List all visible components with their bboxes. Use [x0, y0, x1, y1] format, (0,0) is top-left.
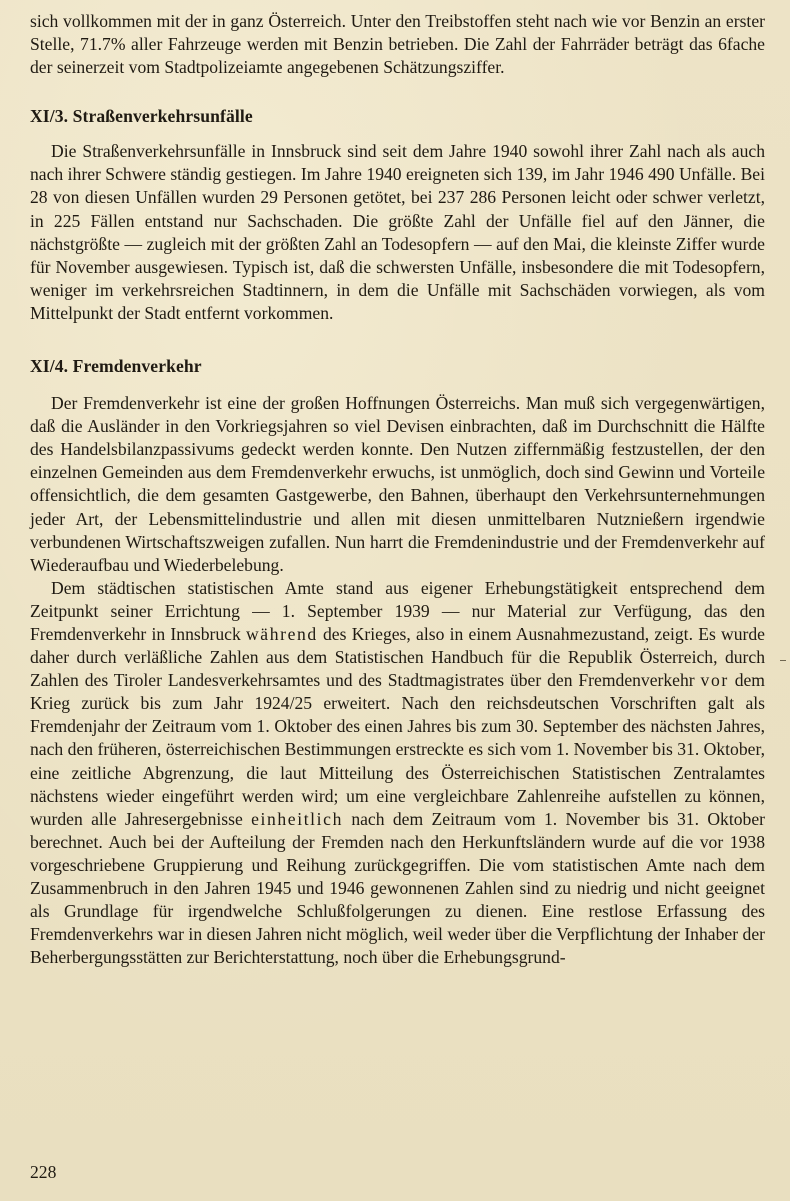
- road-accidents-paragraph: Die Straßenverkehrsunfälle in Innsbruck sind seit dem Jahre 1940 sowohl ihrer Zahl nach als auch nach ihrer Schwere ständig gestiegen. Im Jahre 1940 ereigneten sich 139, im Jahr 1946 490 Unfälle. Bei 28 von diesen Unfällen wurden 29 Personen getötet, bei 237 286 Personen leicht oder schwer verletzt, in 225 Fällen entstand nur Sachschaden. Die größte Zahl der Unfälle fiel auf den Jänner, die nächstgrößte — zugleich mit der größten Zahl an Todesopfern — auf den Mai, die kleinste Ziffer wurde für November ausgewiesen. Typisch ist, daß die schwersten Unfälle, insbesondere die mit Todesopfern, weniger im verkehrsreichen Stadtinnern, in dem die Unfälle mit Sachschäden vorwiegen, als vom Mittelpunkt der Stadt entfernt vorkommen.: [30, 141, 765, 323]
- tourism-paragraph-2: [30, 577, 765, 970]
- emphasis-waehrend: während: [246, 623, 318, 644]
- emphasis-vor: vor: [700, 670, 729, 691]
- text-run: dem Krieg zurück bis zum Jahr 1924/25 erweitert. Nach den reichsdeutschen Vorschriften galt als Fremdenjahr der Zeitraum vom 1. Oktober des einen Jahres bis zum 30. September des nächsten Jahres, nach den früheren, österreichischen Bestimmungen erstreckte es sich vom 1. November bis 31. Oktober, eine zeitliche Abgrenzung, die laut Mitteilung des Österreichischen Statistischen Zentralamtes nächstens wieder eingeführt werden wird; um eine vergleichbare Zahlenreihe aufstellen zu können, wurden alle Jahresergebnisse: [30, 670, 765, 829]
- page-number: 228: [30, 1162, 57, 1182]
- text-run: des Krieges, also in einem Ausnahmezustand, zeigt. Es wurde daher durch verläßliche Zahlen aus dem Statistischen Handbuch für die Republik Österreich, durch Zahlen des Tiroler Landesverkehrsamtes und des Stadtmagistrates über den Fremdenverkehr: [30, 623, 765, 691]
- margin-tick-mark: [780, 660, 786, 661]
- text-run: Dem städtischen statistischen Amte stand aus eigener Erhebungstätigkeit entsprechend dem Zeitpunkt seiner Errichtung — 1. September 1939 — nur Material zur Verfügung, das den Fremdenverkehr in Innsbruck: [30, 577, 765, 644]
- text-run: nach dem Zeitraum vom 1. November bis 31. Oktober berechnet. Auch bei der Aufteilung der Fremden nach den Herkunftsländern wurde auf die vor 1938 vorgeschriebene Gruppierung und Reihung zurückgegriffen. Die vom statistischen Amte nach dem Zusammenbruch in den Jahren 1945 und 1946 gewonnenen Zahlen sind zu niedrig und nicht geeignet als Grundlage für irgendwelche Schlußfolgerungen zu dienen. Eine restlose Erfassung des Fremdenverkehrs war in diesen Jahren nicht möglich, weil weder über die Verpflichtung der Inhaber der Beherbergungsstätten zur Berichterstattung, noch über die Erhebungsgrund-: [30, 808, 765, 968]
- emphasis-einheitlich: einheitlich: [251, 808, 343, 829]
- intro-paragraph: sich vollkommen mit der in ganz Österreich. Unter den Treibstoffen steht nach wie vor Benzin an erster Stelle, 71.7% aller Fahrzeuge werden mit Benzin betrieben. Die Zahl der Fahrräder beträgt das 6fache der seinerzeit vom Stadtpolizeiamte angegebenen Schätzungsziffer.: [30, 11, 765, 78]
- page-content: [30, 10, 765, 969]
- section-heading-road-accidents: XI/3. Straßenverkehrsunfälle: [30, 106, 253, 127]
- section-heading-tourism: XI/4. Fremdenverkehr: [30, 356, 202, 377]
- tourism-paragraph-1: Der Fremdenverkehr ist eine der großen Hoffnungen Österreichs. Man muß sich vergegenwärtigen, daß die Ausländer in den Vorkriegsjahren so viel Devisen einbrachten, daß im Durchschnitt die Hälfte des Handelsbilanzpassivums gedeckt werden konnte. Den Nutzen ziffernmäßig festzustellen, der den einzelnen Gemeinden aus dem Fremdenverkehr erwuchs, ist unmöglich, doch sind Gewinn und Vorteile offensichtlich, die dem gesamten Gastgewerbe, den Bahnen, überhaupt den Verkehrsunternehmungen jeder Art, der Lebensmittelindustrie und allen mit diesen unmittelbaren Nutznießern irgendwie verbundenen Wirtschaftszweigen zufallen. Nun harrt die Fremdenindustrie und der Fremdenverkehr auf Wiederaufbau und Wiederbelebung.: [30, 393, 765, 575]
